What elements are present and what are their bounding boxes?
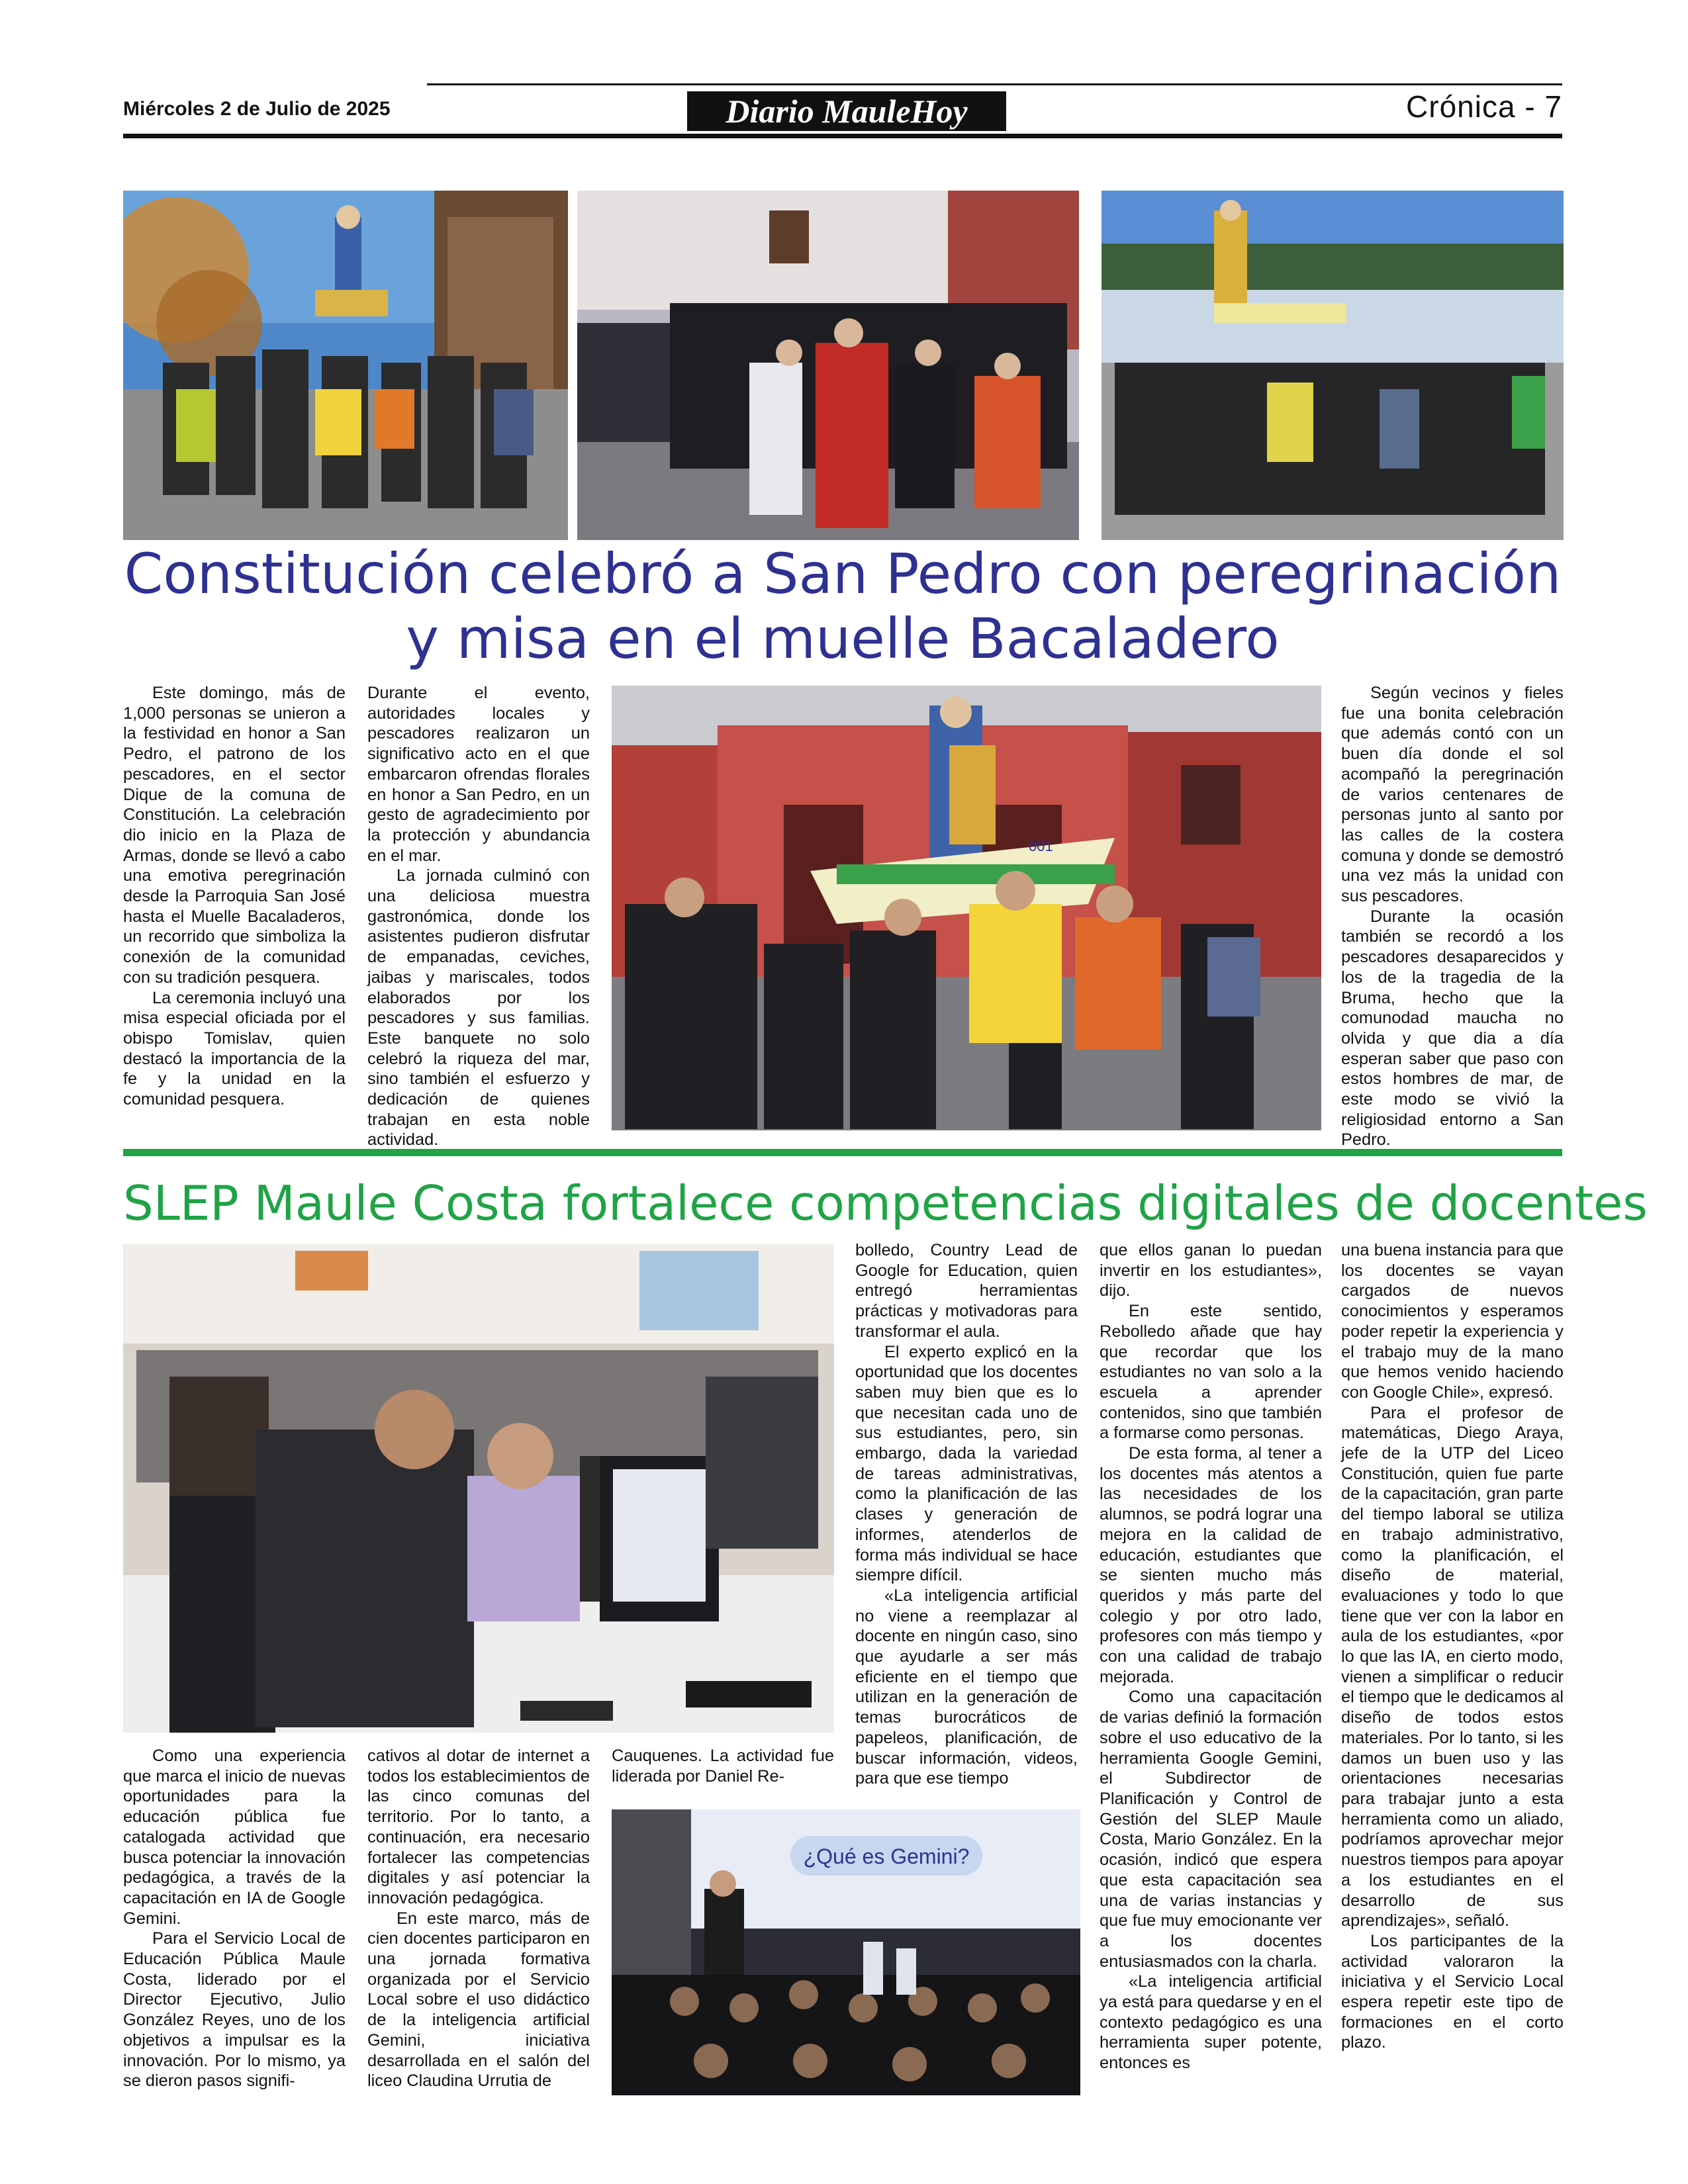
article2-column-2 [367,1746,590,2091]
masthead-logo: Diario MauleHoy [687,91,1006,131]
paragraph: Cauquenes. La actividad fue liderada por Daniel Re- [612,1747,834,1786]
photo-teachers-computer-lab [123,1244,834,1733]
paragraph: Para el Servicio Local de Educación Pública Maule Costa, liderado por el Director Ejecutivo, Julio González Reyes, uno de los objetivos a impulsar es la innovación. Por lo mismo, ya se dieron pasos signifi- [123,1929,346,2091]
paragraph: Para el profesor de matemáticas, Diego Araya, jefe de la UTP del Liceo Constitución, quien fue parte de la capacitación, gran parte del tiempo laboral se utiliza en trabajo administrativo, como la planificación, el diseño de material, evaluaciones y todo lo que tiene que ver con la labor en aula de los estudiantes, «por lo que las IA, en cierto modo, vienen a simplificar o reducir el tiempo que le dedicamos al diseño de todos estos materiales. Por lo tanto, si les damos un buen uso y las orientaciones necesarias para trabajar junto a esta herramienta como un aliado, podríamos aprovechar mejor nuestros tiempos para apoyar a los estudiantes en el desarrollo de sus aprendizajes», señaló. [1341,1403,1564,1931]
paragraph: bolledo, Country Lead de Google for Education, quien entregó herramientas prácticas y motivadoras para transformar el aula. [855,1241,1078,1341]
paragraph: La ceremonia incluyó una misa especial oficiada por el obispo Tomislav, quien destacó la importancia de la fe y la unidad en la comunidad pesquera. [123,988,346,1109]
article2-column-3-bottom [612,1746,834,1786]
paragraph: Los participantes de la actividad valoraron la iniciativa y el Servicio Local espera repetir este tipo de formaciones en el corto plazo. [1341,1931,1564,2052]
paragraph: cativos al dotar de internet a todos los establecimientos de las cinco comunas del territorio. Por lo tanto, a continuación, era necesario fortalecer las competencias digitales y así potenciar la innovación pedagógica. [367,1747,590,1907]
article1-column-3 [1341,683,1564,1150]
paragraph: «La inteligencia artificial no viene a reemplazar al docente en ningún caso, sino que ayudarle a ser más eficiente en el tiempo que utilizan en la generación de temas burocráticos de papeleos, planificación, de buscar información, videos, para que ese tiempo [855,1586,1078,1788]
paragraph: Durante el evento, autoridades locales y pescadores realizaron un significativo acto en el que embarcaron ofrendas florales en honor a San Pedro, en un gesto de agradecimiento por la protección y abundancia en el mar. [367,684,590,865]
section-page-label: Crónica - 7 [1406,89,1562,124]
paragraph: «La inteligencia artificial ya está para quedarse y en el contexto pedagógico es una herramienta super potente, entonces es [1100,1972,1322,2073]
paragraph: En este sentido, Rebolledo añade que hay que recordar que los estudiantes no van solo a la escuela a aprender contenidos, sino que también a formarse como personas. [1100,1302,1322,1443]
paragraph: De esta forma, al tener a los docentes más atentos a las necesidades de los alumnos, se podrá lograr una mejora en la calidad de educación, estudiantes que se sienten mucho más queridos y más parte del colegio y por otro lado, profesores con más tiempo y con una calidad de trabajo mejorada. [1100,1444,1322,1686]
paragraph: Este domingo, más de 1,000 personas se unieron a la festividad en honor a San Pedro, el patrono de los pescadores, en el sector Dique de la comuna de Constitución. La celebración dio inicio en la Plaza de Armas, donde se llevó a cabo una emotiva peregrinación desde la Parroquia San José hasta el Muelle Bacaladeros, un recorrido que simboliza la conexión de la comunidad con su tradición pesquera. [123,684,346,987]
article1-headline-line2: y misa en el muelle Bacaladero [406,606,1280,671]
paragraph: La jornada culminó con una deliciosa muestra gastronómica, donde los asistentes pudieron disfrutar de empanadas, ceviches, jaibas y mariscales, todos elaborados por los pescadores y sus familias. Este banquete no solo celebró la riqueza del mar, sino también el esfuerzo y dedicación de quienes trabajan en esta noble actividad. [367,866,590,1150]
article2-column-4 [1100,1240,1322,2073]
paragraph: El experto explicó en la oportunidad que los docentes saben muy bien que es lo que necesitan cada uno de sus estudiantes, pero, sin embargo, dada la variedad de tareas administrativas, como la planificación de las clases y generación de informes, atenderlos de forma más individual se hace siempre difícil. [855,1342,1078,1585]
photo-procession-street [123,191,568,540]
paragraph: En este marco, más de cien docentes participaron en una jornada formativa organizada por el Servicio Local sobre el uso didáctico de la inteligencia artificial Gemini, iniciativa desarrollada en el salón del liceo Claudina Urrutia de [367,1909,590,2091]
article1-column-1 [123,683,346,1110]
article2-column-5 [1341,1240,1564,2053]
header-rule-bottom [123,134,1562,138]
article1-headline [123,541,1562,671]
photo-bishop-procession [577,191,1079,540]
photo-saint-by-the-river [1102,191,1564,540]
header-rule-top [427,83,1562,85]
slide-title: ¿Qué es Gemini? [803,1844,970,1868]
article1-headline-line1: Constitución celebró a San Pedro con peregrinación [124,541,1562,606]
section-divider [123,1149,1562,1156]
paragraph: que ellos ganan lo puedan invertir en los estudiantes», dijo. [1100,1241,1322,1300]
article1-column-2 [367,683,590,1150]
paragraph: Como una capacitación de varias definió la formación sobre el uso educativo de la herramienta Google Gemini, el Subdirector de Planificación y Control de Gestión del SLEP Maule Costa, Mario González. En la ocasión, indicó que espera que esta capacitación sea una de varias instancias y que fue muy emocionante ver a los docentes entusiasmados con la charla. [1100,1688,1322,1971]
article2-headline: SLEP Maule Costa fortalece competencias digitales de docentes [123,1175,1648,1231]
paragraph: Durante la ocasión también se recordó a los pescadores desaparecidos y los de la tragedia de la Bruma, hecho que la comunodad maucha no olvida y que dia a día esperan saber que paso con estos hombres de mar, de este modo se vivió la religiosidad entorno a San Pedro. [1341,907,1564,1150]
article2-column-3-top [855,1240,1078,1789]
photo-gemini-presentation [612,1809,1080,2095]
paragraph: una buena instancia para que los docentes se vayan cargados de nuevos conocimientos y esperamos poder repetir la experiencia y el trabajo muy de la mano que hemos venido haciendo con Google Chile», expresó. [1341,1241,1564,1402]
article2-column-1 [123,1746,346,2091]
paragraph: Como una experiencia que marca el inicio de nuevas oportunidades para la educación pública fue catalogada actividad que busca potenciar la innovación pedagógica, a través de la capacitación en IA de Google Gemini. [123,1747,346,1928]
issue-date: Miércoles 2 de Julio de 2025 [123,98,391,120]
photo-saint-boat-church [612,686,1321,1130]
paragraph: Según vecinos y fieles fue una bonita celebración que además contó con un buen día donde el sol acompañó la peregrinación de varios centenares de personas junto al santo por las calles de la costera comuna y donde se demostró una vez más la unidad con sus pescadores. [1341,684,1564,906]
boat-number: 001 [1029,838,1053,854]
